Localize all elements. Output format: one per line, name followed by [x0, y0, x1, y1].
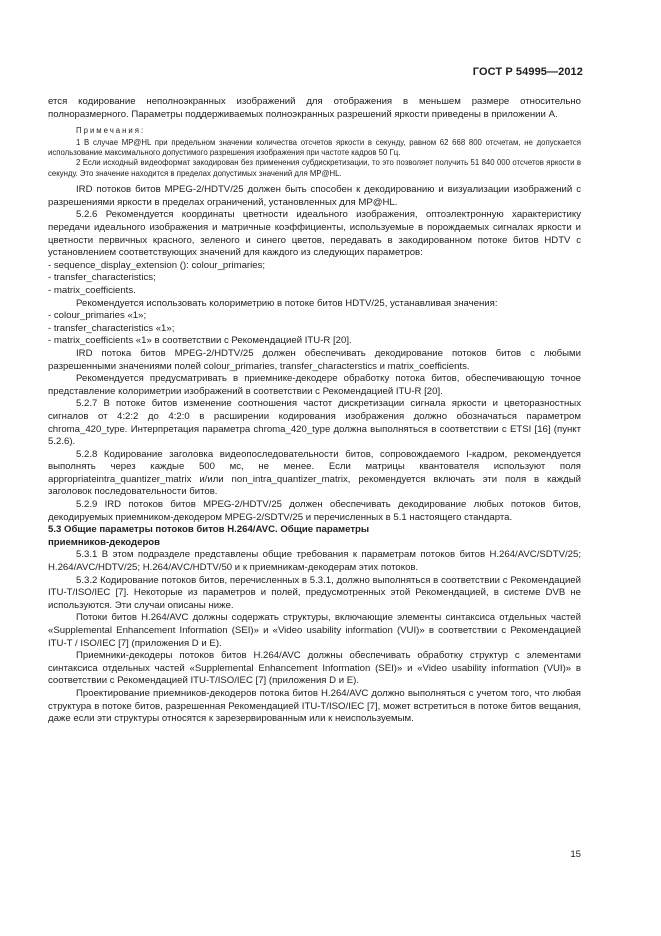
page-content	[48, 96, 581, 726]
list-item: - matrix_coefficients «1» в соответствии с Рекомендацией ITU-R [20].	[48, 335, 581, 348]
paragraph: ется кодирование неполноэкранных изображений для отображения в меньшем размере относительно полноразмерного. Параметры поддерживаемых полноэкранных разрешений яркости приведены в приложении А.	[48, 96, 581, 120]
standard-header: ГОСТ Р 54995—2012	[472, 66, 583, 78]
paragraph: IRD потока битов MPEG-2/HDTV/25 должен обеспечивать декодирование потоков битов с любыми разрешенными значениями полей colour_primaries, transfer_characterstics и matrix_coefficients.	[48, 347, 581, 372]
paragraph: Рекомендуется предусматривать в приемнике-декодере обработку потока битов, обеспечивающую точное представление колориметрии изображений в соответствии с Рекомендацией ITU-R [20].	[48, 373, 581, 397]
clause-5-2-8: 5.2.8 Кодирование заголовка видеопоследовательности битов, сопровождаемого I-кадром, рекомендуется выполнять через каждые 500 мс, не менее. Если матрицы квантователя используют поля appropriateintra_quantizer_matrix и/или non_intra_quantizer_matrix, рекомендуется включать эти поля в каждый заголовок последовательности битов.	[48, 448, 581, 498]
section-heading-5-3-cont: приемников-декодеров	[48, 536, 161, 548]
paragraph: Проектирование приемников-декодеров потока битов H.264/AVC должно выполняться с учетом того, что любая структура в потоке битов, разрешенная Рекомендацией ITU-T/ISO/IEC [7], может встретиться в потоке битов вещания, даже если эти структуры относятся к зарезервированным или к неиспользуемым.	[48, 687, 581, 725]
note-1: 1 В случае MP@HL при предельном значении количества отсчетов яркости в секунду, равном 62 668 800 отсчетам, не допускается использование максимального допустимого разрешения изображения при частоте кадров 50 Гц.	[48, 137, 581, 157]
list-item: - colour_primaries «1»;	[48, 310, 581, 323]
section-heading-5-3: 5.3 Общие параметры потоков битов H.264/AVC. Общие параметры	[48, 524, 370, 536]
list-item: - matrix_coefficients.	[48, 285, 581, 298]
list-item: - sequence_display_extension (): colour_primaries;	[48, 260, 581, 273]
clause-5-3-2: 5.3.2 Кодирование потоков битов, перечисленных в 5.3.1, должно выполняться в соответствии с Рекомендацией ITU-T/ISO/IEC [7]. Некоторые из параметров и полей, предусмотренных этой Рекомендацией, в системе DVB не используются. Эти случаи описаны ниже.	[48, 574, 581, 611]
list-item: - transfer_characteristics;	[48, 272, 581, 285]
paragraph: Приемники-декодеры потоков битов H.264/AVC должны обеспечивать обработку структур с элементами синтаксиса отдельных частей «Supplemental Enhancement Information (SEI)» и «Video usability information (VUI)» в соответствии с Рекомендацией ITU-T/ISO/IEC [7] (приложения D и E).	[48, 650, 581, 687]
paragraph: Рекомендуется использовать колориметрию в потоке битов HDTV/25, устанавливая значения:	[76, 297, 498, 309]
paragraph: Потоки битов H.264/AVC должны содержать структуры, включающие элементы синтаксиса отдельных частей «Supplemental Enhancement Information (SEI)» и «Video usability information (VUI)» в соответствии с Рекомендацией ITU-T / ISO/IEC [7] (приложения D и E).	[48, 612, 581, 649]
paragraph: IRD потоков битов MPEG-2/HDTV/25 должен быть способен к декодированию и визуализации изображений с разрешениями яркости в пределах ограничений, установленных для MP@HL.	[48, 184, 581, 208]
clause-5-2-7: 5.2.7 В потоке битов изменение соотношения частот дискретизации сигнала яркости и цветоразностных сигналов от 4:2:2 до 4:2:0 в расширении кодирования изображения должно обозначаться параметром chroma_420_type. Интерпретация параметра chroma_420_type должна выполняться в соответствии с ETSI [16] (пункт 5.2.6).	[48, 398, 581, 448]
clause-5-2-6: 5.2.6 Рекомендуется координаты цветности идеального изображения, оптоэлектронную характеристику передачи идеального изображения и матричные коэффициенты, используемые в порождаемых сигналах яркости и цветности первичных красного, зеленого и синего цветов, передавать в закодированном потоке битов HDTV с установлением соответствующих значений для каждого из следующих параметров:	[48, 209, 581, 259]
notes-block	[48, 126, 581, 179]
list-item: - transfer_characteristics «1»;	[48, 323, 581, 336]
clause-5-2-9: 5.2.9 IRD потоков битов MPEG-2/HDTV/25 должен обеспечивать декодирование любых потоков битов, декодируемых приемником-декодером MPEG-2/SDTV/25 и перечисленных в 5.1 настоящего стандарта.	[48, 499, 581, 523]
clause-5-3-1: 5.3.1 В этом подразделе представлены общие требования к параметрам потоков битов H.264/AVC/SDTV/25; H.264/AVC/HDTV/25; H.264/AVC/HDTV/50 и к приемникам-декодерам этих потоков.	[48, 549, 581, 574]
notes-title: Примечания:	[76, 126, 146, 136]
page-number: 15	[570, 849, 581, 860]
note-2: 2 Если исходный видеоформат закодирован без применения субдискретизации, то это позволяет получить 51 840 000 отсчетов яркости в секунду. Это значение находится в пределах допустимых значений для MP@HL.	[48, 158, 581, 178]
